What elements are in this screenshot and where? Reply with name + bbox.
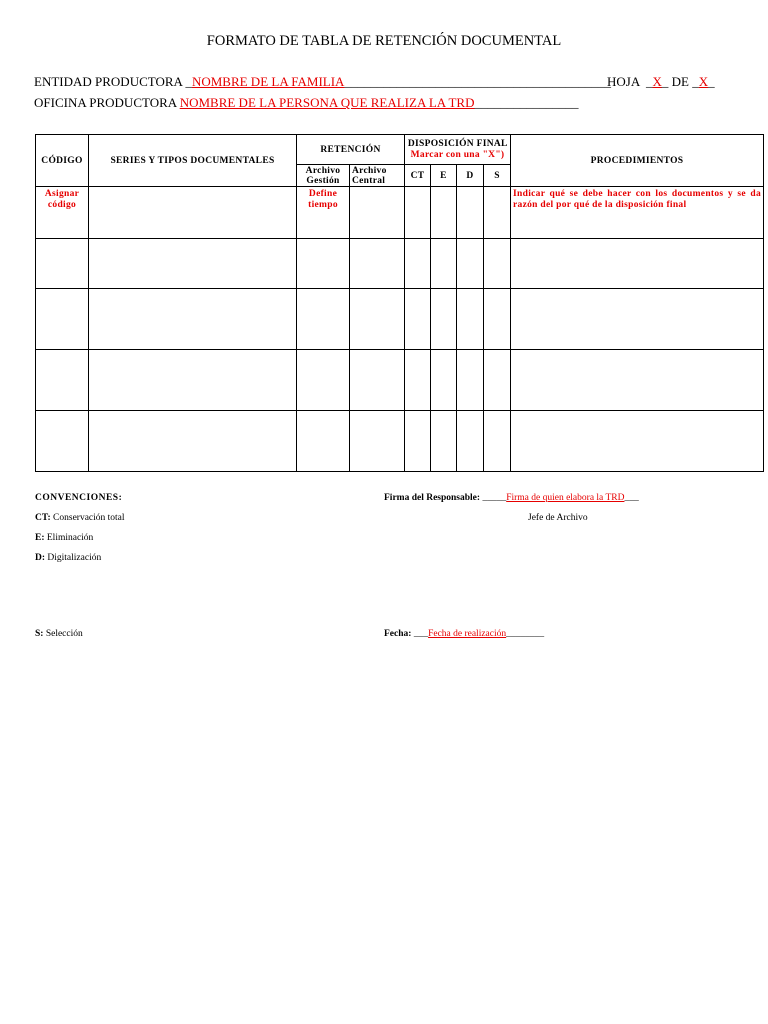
cell-codigo[interactable] — [36, 239, 89, 289]
cell-e[interactable] — [431, 350, 457, 411]
cell-series[interactable] — [89, 411, 297, 472]
cell-ct[interactable] — [405, 289, 431, 350]
oficina-value[interactable]: NOMBRE DE LA PERSONA QUE REALIZA LA TRD — [179, 95, 475, 110]
cell-s[interactable] — [484, 187, 511, 239]
cell-central[interactable] — [350, 239, 405, 289]
convention-e: E: Eliminación — [35, 533, 94, 543]
fecha-value[interactable]: Fecha de realización — [428, 629, 507, 639]
table-row — [36, 350, 764, 411]
hoja-label: HOJA — [607, 74, 640, 89]
page-title: FORMATO DE TABLA DE RETENCIÓN DOCUMENTAL — [206, 33, 562, 49]
cell-s[interactable] — [484, 289, 511, 350]
oficina-line: OFICINA PRODUCTORA NOMBRE DE LA PERSONA QUE REALIZA LA TRD________________ — [34, 95, 579, 110]
cell-central[interactable] — [350, 187, 405, 239]
convention-ct: CT: Conservación total — [35, 513, 125, 523]
cell-codigo[interactable] — [36, 350, 89, 411]
entidad-line: ENTIDAD PRODUCTORA _NOMBRE DE LA FAMILIA_________________________________________ — [34, 74, 611, 89]
de-value[interactable]: X — [698, 74, 709, 89]
header-archivo-central: Archivo Central — [350, 165, 405, 187]
fecha-line: Fecha: ___Fecha de realización________ — [384, 629, 545, 639]
convention-s: S: Selección — [35, 629, 83, 639]
cell-gestion[interactable] — [297, 411, 350, 472]
cell-s[interactable] — [484, 350, 511, 411]
cell-procedimientos[interactable] — [511, 350, 764, 411]
cell-ct[interactable] — [405, 350, 431, 411]
cell-gestion[interactable] — [297, 289, 350, 350]
firma-value[interactable]: Firma de quien elabora la TRD — [506, 493, 625, 503]
table-row — [36, 187, 764, 239]
cell-procedimientos[interactable] — [511, 239, 764, 289]
header-codigo: CÓDIGO — [36, 135, 89, 187]
cell-ct[interactable] — [405, 239, 431, 289]
cell-d[interactable] — [457, 289, 484, 350]
header-procedimientos: PROCEDIMIENTOS — [511, 135, 764, 187]
cell-procedimientos[interactable] — [511, 411, 764, 472]
oficina-label: OFICINA PRODUCTORA — [34, 95, 177, 110]
jefe-archivo: Jefe de Archivo — [528, 513, 588, 523]
disposicion-note: Marcar con una "X") — [410, 149, 505, 160]
header-archivo-gestion: Archivo Gestión — [297, 165, 350, 187]
hoja-line: HOJA _X_ DE _X_ — [607, 74, 715, 89]
cell-d[interactable] — [457, 350, 484, 411]
header-series: SERIES Y TIPOS DOCUMENTALES — [89, 135, 297, 187]
header-s: S — [484, 165, 511, 187]
cell-e[interactable] — [431, 187, 457, 239]
fecha-label: Fecha: — [384, 629, 412, 639]
cell-ct[interactable] — [405, 187, 431, 239]
cell-codigo[interactable] — [36, 411, 89, 472]
de-label: DE — [671, 74, 689, 89]
retention-table — [35, 134, 764, 472]
cell-e[interactable] — [431, 239, 457, 289]
header-e: E — [431, 165, 457, 187]
cell-ct[interactable] — [405, 411, 431, 472]
table-row — [36, 239, 764, 289]
header-d: D — [457, 165, 484, 187]
convention-d: D: Digitalización — [35, 553, 102, 563]
entidad-value[interactable]: NOMBRE DE LA FAMILIA — [191, 74, 345, 89]
cell-d[interactable] — [457, 239, 484, 289]
cell-e[interactable] — [431, 411, 457, 472]
cell-gestion[interactable] — [297, 239, 350, 289]
cell-d[interactable] — [457, 411, 484, 472]
cell-codigo[interactable]: Asignar código — [36, 187, 89, 239]
cell-central[interactable] — [350, 411, 405, 472]
header-disposicion: DISPOSICIÓN FINAL Marcar con una "X") — [405, 135, 511, 165]
header-retencion: RETENCIÓN — [297, 135, 405, 165]
cell-series[interactable] — [89, 239, 297, 289]
cell-gestion[interactable] — [297, 350, 350, 411]
hoja-value[interactable]: X — [652, 74, 662, 89]
cell-central[interactable] — [350, 289, 405, 350]
cell-central[interactable] — [350, 350, 405, 411]
cell-d[interactable] — [457, 187, 484, 239]
cell-series[interactable] — [89, 289, 297, 350]
table-row — [36, 411, 764, 472]
cell-e[interactable] — [431, 289, 457, 350]
cell-gestion[interactable]: Define tiempo — [297, 187, 350, 239]
cell-s[interactable] — [484, 411, 511, 472]
convenciones-heading: CONVENCIONES: — [35, 493, 123, 503]
cell-codigo[interactable] — [36, 289, 89, 350]
entidad-label: ENTIDAD PRODUCTORA — [34, 74, 183, 89]
cell-series[interactable] — [89, 350, 297, 411]
cell-series[interactable] — [89, 187, 297, 239]
firma-line: Firma del Responsable: _____Firma de quien elabora la TRD___ — [384, 493, 639, 503]
cell-procedimientos[interactable]: Indicar qué se debe hacer con los documentos y se da razón del por qué de la disposición final — [511, 187, 764, 239]
header-ct: CT — [405, 165, 431, 187]
cell-s[interactable] — [484, 239, 511, 289]
firma-label: Firma del Responsable: — [384, 493, 481, 503]
cell-procedimientos[interactable] — [511, 289, 764, 350]
table-row — [36, 289, 764, 350]
